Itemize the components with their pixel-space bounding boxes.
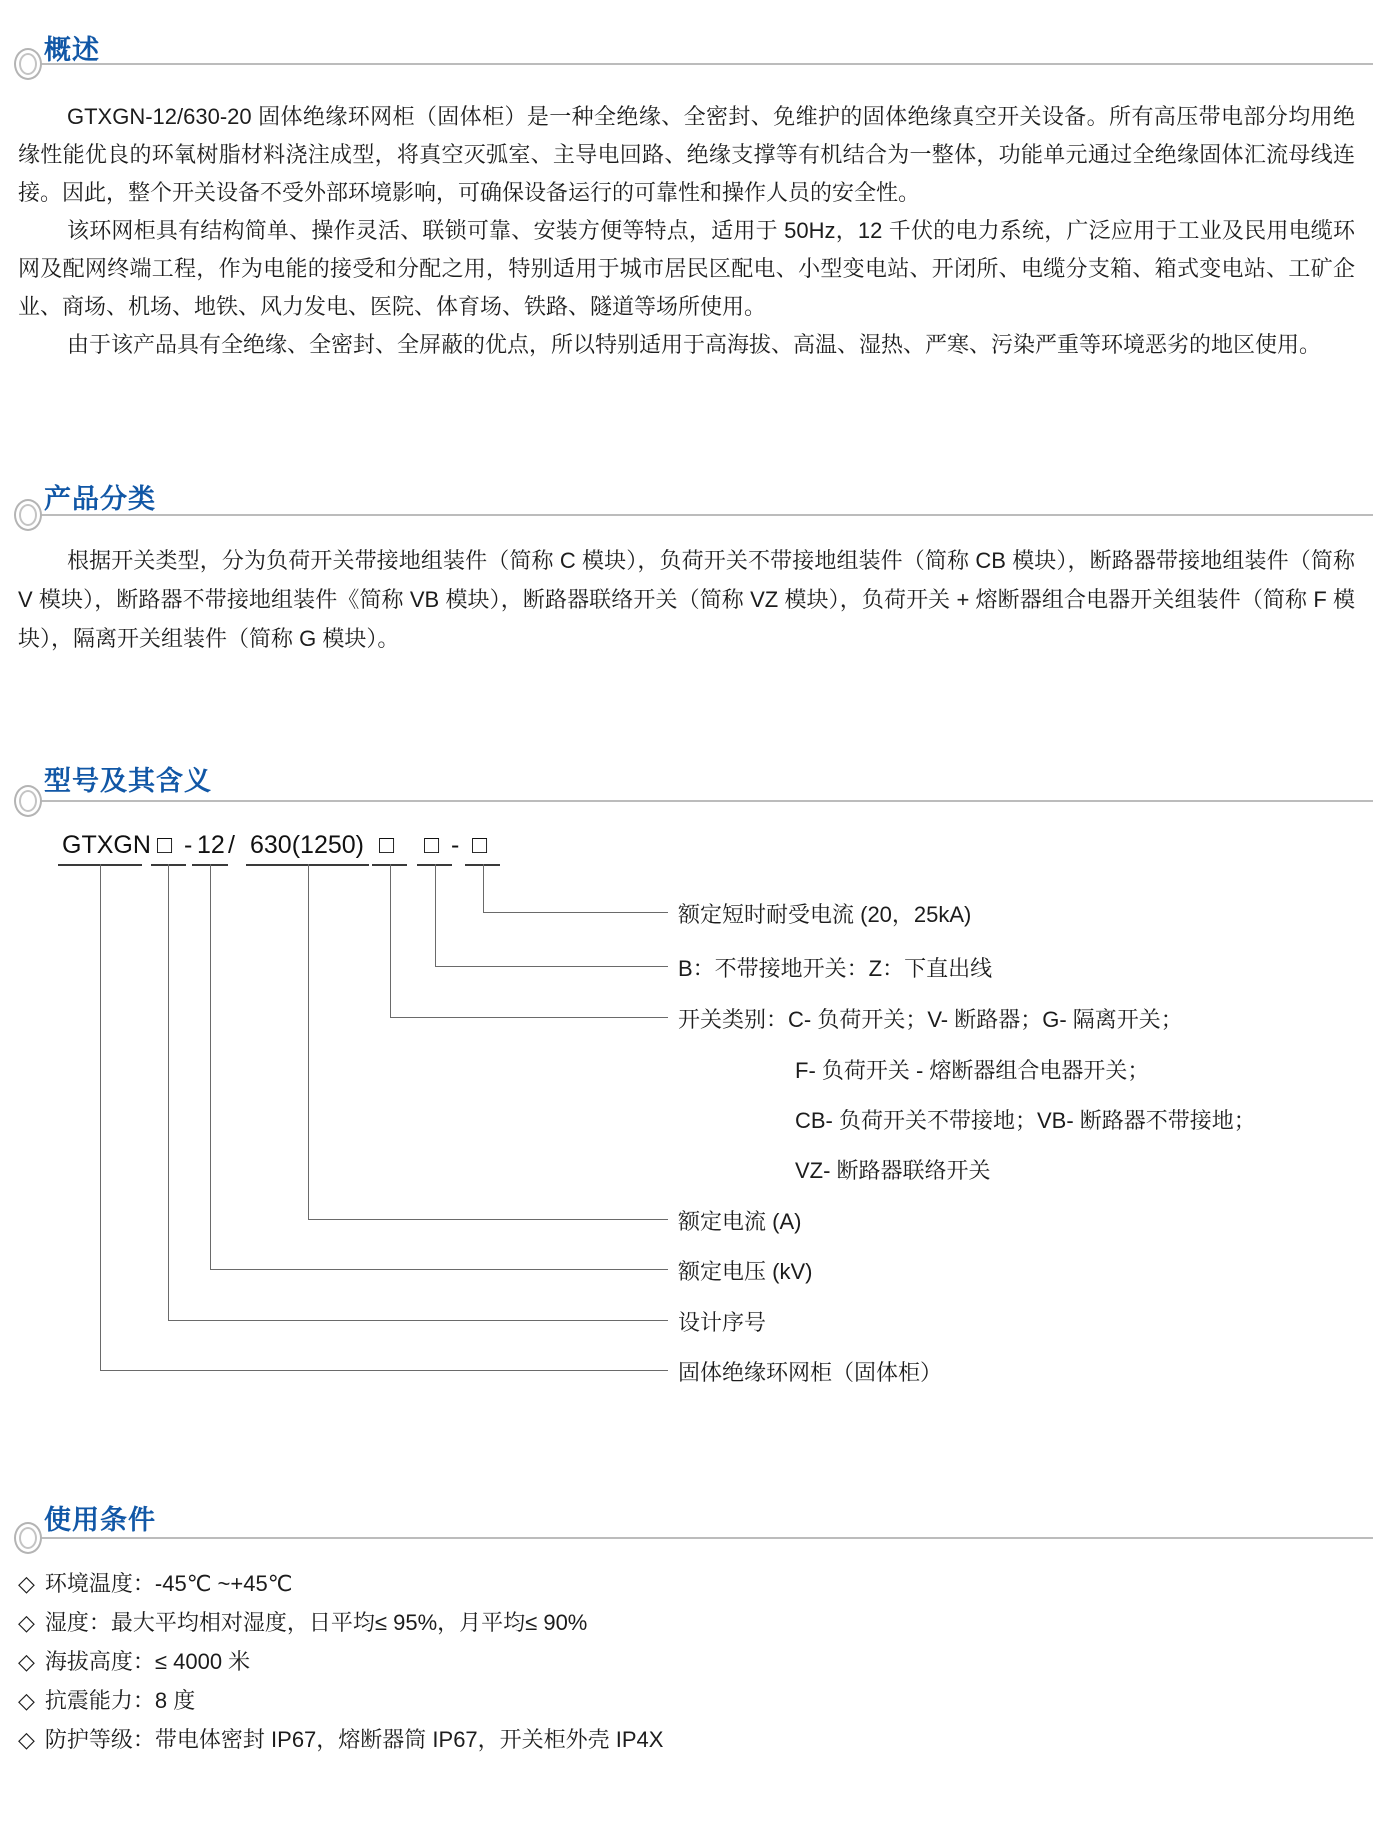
condition-text: 海拔高度：≤ 4000 米 bbox=[44, 1649, 251, 1674]
section-ring-icon bbox=[14, 48, 42, 80]
condition-text: 抗震能力：8 度 bbox=[44, 1688, 196, 1713]
section-divider bbox=[30, 800, 1373, 802]
model-connector-line bbox=[168, 1320, 668, 1321]
overview-paragraph-3: 由于该产品具有全绝缘、全密封、全屏蔽的优点，所以特别适用于高海拔、高温、湿热、严寒、污染严重等环境恶劣的地区使用。 bbox=[67, 332, 1322, 357]
model-series-text: GTXGN bbox=[62, 831, 151, 859]
section-heading-classification: 产品分类 bbox=[44, 484, 156, 514]
model-label-short-time-current: 额定短时耐受电流 (20，25kA) bbox=[678, 902, 972, 927]
model-label-switch-category: 开关类别：C- 负荷开关；V- 断路器；G- 隔离开关； bbox=[678, 1007, 1183, 1032]
model-separator: / bbox=[228, 831, 235, 859]
model-label-switch-category-vz: VZ- 断路器联络开关 bbox=[795, 1158, 991, 1183]
section-heading-conditions: 使用条件 bbox=[44, 1505, 156, 1535]
model-label-rated-voltage: 额定电压 (kV) bbox=[678, 1259, 813, 1284]
model-connector-line bbox=[210, 1269, 668, 1270]
condition-item bbox=[18, 1642, 250, 1681]
classification-paragraphs bbox=[18, 541, 1355, 658]
model-label-design-serial: 设计序号 bbox=[678, 1310, 767, 1335]
section-heading-overview: 概述 bbox=[44, 35, 100, 65]
model-connector-line bbox=[308, 1219, 668, 1220]
diamond-bullet-icon: ◇ bbox=[18, 1571, 35, 1596]
model-connector-line bbox=[435, 966, 668, 967]
classification-paragraph: 根据开关类型，分为负荷开关带接地组装件（简称 C 模块），负荷开关不带接地组装件（简称 CB 模块），断路器带接地组装件（简称 V 模块），断路器不带接地组装件《简称 VB 模块），断路器联络开关（简称 VZ 模块），负荷开关 + 熔断器组合电器开关组装件（简称 F 模块），隔离开关组装件（简称 G 模块）。 bbox=[18, 548, 1355, 651]
section-ring-icon bbox=[14, 785, 42, 817]
diamond-bullet-icon: ◇ bbox=[18, 1727, 35, 1752]
diamond-bullet-icon: ◇ bbox=[18, 1688, 35, 1713]
model-connector-line bbox=[435, 864, 436, 967]
condition-item bbox=[18, 1603, 587, 1642]
model-label-switch-category-f: F- 负荷开关 - 熔断器组合电器开关； bbox=[795, 1058, 1150, 1083]
section-divider bbox=[30, 514, 1373, 516]
condition-text: 防护等级：带电体密封 IP67，熔断器筒 IP67，开关柜外壳 IP4X bbox=[44, 1727, 664, 1752]
model-placeholder-box: □ bbox=[157, 831, 173, 859]
condition-item bbox=[18, 1720, 663, 1759]
model-connector-line bbox=[483, 864, 484, 913]
model-connector-line bbox=[168, 864, 169, 1321]
model-label-switch-category-cb-vb: CB- 负荷开关不带接地；VB- 断路器不带接地； bbox=[795, 1108, 1256, 1133]
overview-paragraph-1: GTXGN-12/630-20 固体绝缘环网柜（固体柜）是一种全绝缘、全密封、免维护的固体绝缘真空开关设备。所有高压带电部分均用绝缘性能优良的环氧树脂材料浇注成型，将真空灭弧室、主导电回路、绝缘支撑等有机结合为一整体，功能单元通过全绝缘固体汇流母线连接。因此，整个开关设备不受外部环境影响，可确保设备运行的可靠性和操作人员的安全性。 bbox=[18, 104, 1355, 205]
model-label-rated-current: 额定电流 (A) bbox=[678, 1209, 802, 1234]
model-separator: - bbox=[184, 831, 193, 859]
model-connector-line bbox=[390, 864, 391, 1018]
model-connector-line bbox=[100, 864, 101, 1371]
diamond-bullet-icon: ◇ bbox=[18, 1649, 35, 1674]
model-label-b-z: B：不带接地开关：Z：下直出线 bbox=[678, 956, 993, 981]
model-placeholder-box: □ bbox=[379, 831, 395, 859]
condition-item bbox=[18, 1564, 292, 1603]
section-ring-icon bbox=[14, 499, 42, 531]
model-placeholder-box: □ bbox=[472, 831, 488, 859]
model-connector-line bbox=[100, 1370, 668, 1371]
model-connector-line bbox=[210, 864, 211, 1270]
model-current-text: 630(1250) bbox=[250, 831, 364, 859]
condition-text: 湿度：最大平均相对湿度，日平均≤ 95%，月平均≤ 90% bbox=[44, 1610, 588, 1635]
overview-paragraph-2: 该环网柜具有结构简单、操作灵活、联锁可靠、安装方便等特点，适用于 50Hz，12 千伏的电力系统，广泛应用于工业及民用电缆环网及配网终端工程，作为电能的接受和分配之用，特别适用于城市居民区配电、小型变电站、开闭所、电缆分支箱、箱式变电站、工矿企业、商场、机场、地铁、风力发电、医院、体育场、铁路、隧道等场所使用。 bbox=[18, 218, 1355, 319]
condition-text: 环境温度：-45℃ ~+45℃ bbox=[44, 1571, 293, 1596]
section-divider bbox=[30, 63, 1373, 65]
model-separator: - bbox=[451, 831, 460, 859]
model-label-product-name: 固体绝缘环网柜（固体柜） bbox=[678, 1360, 943, 1385]
model-placeholder-box: □ bbox=[424, 831, 440, 859]
section-heading-model: 型号及其含义 bbox=[44, 766, 212, 796]
model-connector-line bbox=[483, 912, 668, 913]
section-ring-icon bbox=[14, 1522, 42, 1554]
diamond-bullet-icon: ◇ bbox=[18, 1610, 35, 1635]
model-voltage-text: 12 bbox=[197, 831, 225, 859]
section-divider bbox=[30, 1537, 1373, 1539]
model-connector-line bbox=[390, 1017, 668, 1018]
condition-item bbox=[18, 1681, 195, 1720]
overview-paragraphs bbox=[18, 98, 1355, 364]
model-connector-line bbox=[308, 864, 309, 1220]
